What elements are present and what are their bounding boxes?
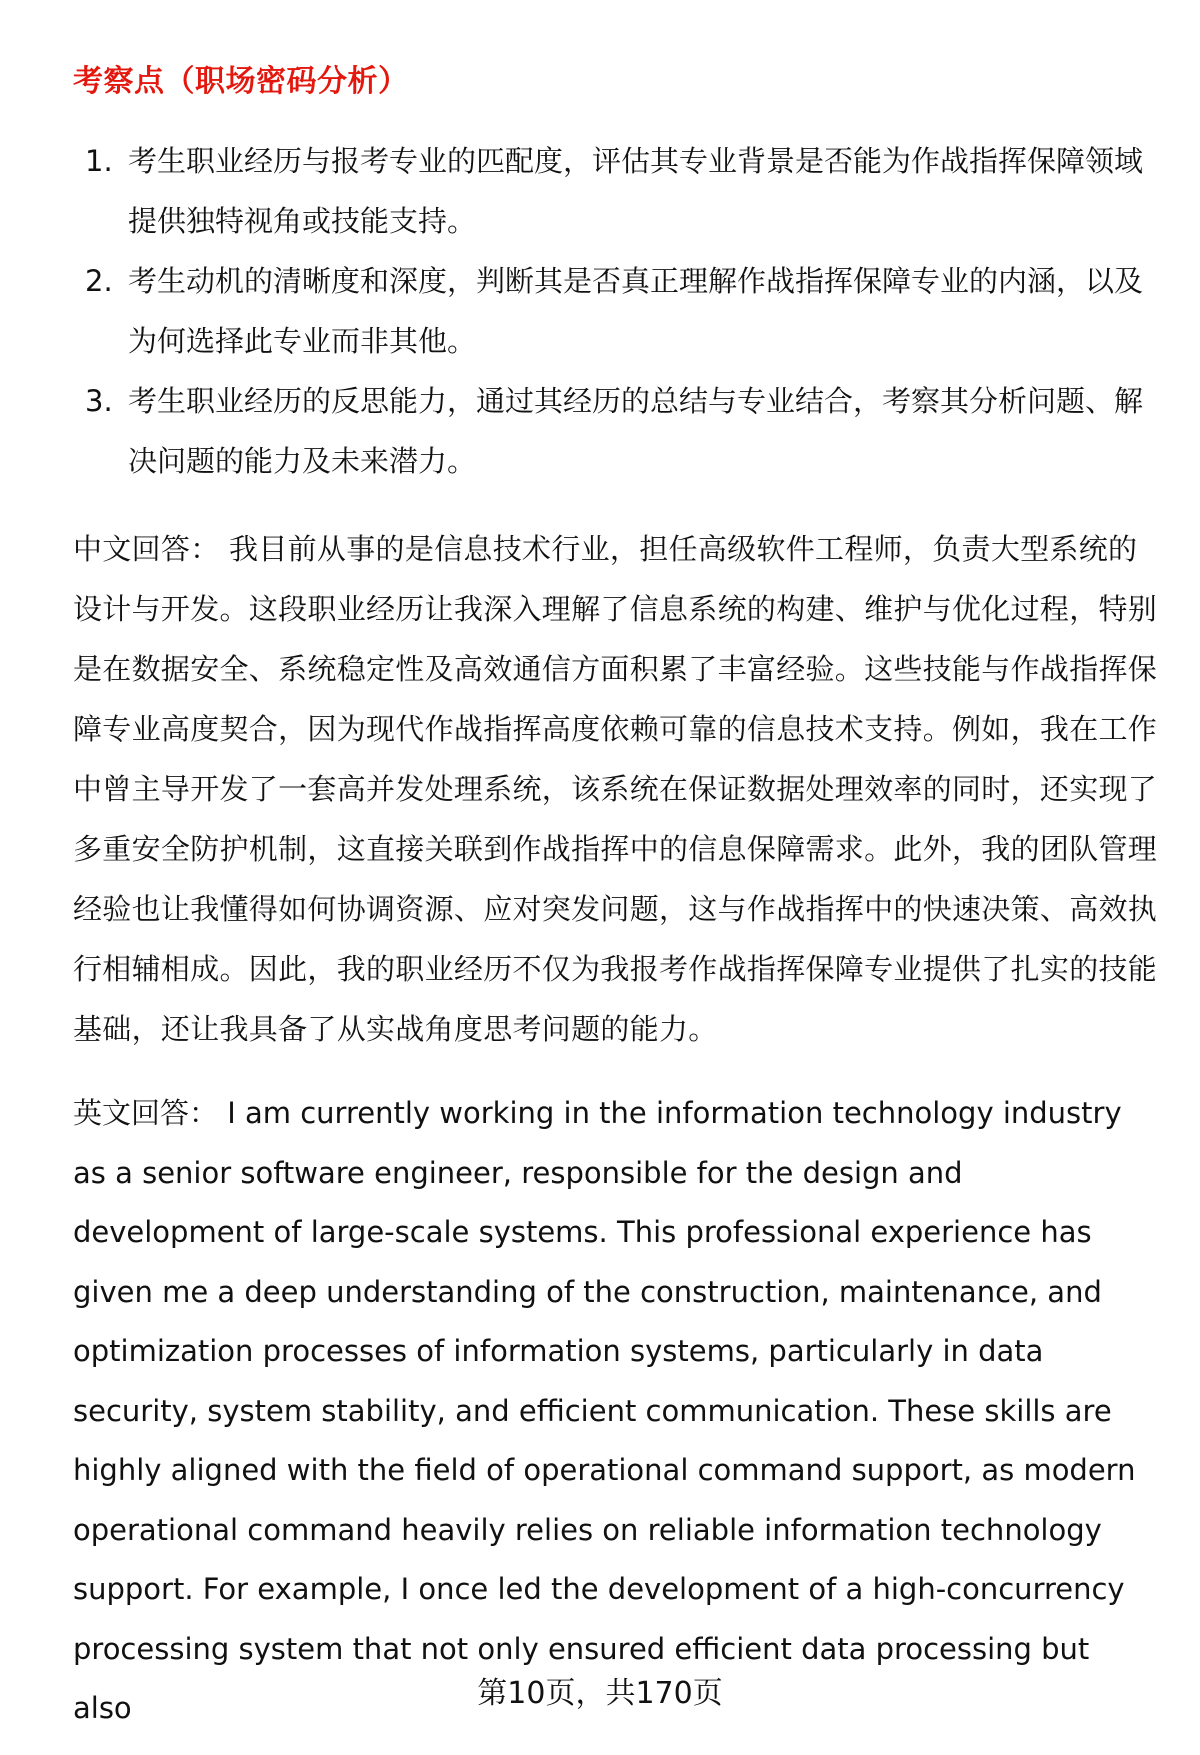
section-heading: 考察点（职场密码分析） [73,64,409,99]
chinese-answer-paragraph: 中文回答： 我目前从事的是信息技术行业，担任高级软件工程师，负责大型系统的设计与开发。这段职业经历让我深入理解了信息系统的构建、维护与优化过程，特别是在数据安全、系统稳定性及高效通信方面积累了丰富经验。这些技能与作战指挥保障专业高度契合，因为现代作战指挥高度依赖可靠的信息技术支持。例如，我在工作中曾主导开发了一套高并发处理系统，该系统在保证数据处理效率的同时，还实现了多重安全防护机制，这直接关联到作战指挥中的信息保障需求。此外，我的团队管理经验也让我懂得如何协调资源、应对突发问题，这与作战指挥中的快速决策、高效执行相辅相成。因此，我的职业经历不仅为我报考作战指挥保障专业提供了扎实的技能基础，还让我具备了从实战角度思考问题的能力。 [73,532,1158,1046]
list-item-number: 1. [85,144,113,178]
list-item [73,371,1153,491]
list-item-text: 考生动机的清晰度和深度，判断其是否真正理解作战指挥保障专业的内涵，以及为何选择此专业而非其他。 [128,264,1144,358]
page-number-footer: 第10页，共170页 [477,1676,723,1711]
list-item-number: 2. [85,264,113,298]
list-item-text: 考生职业经历的反思能力，通过其经历的总结与专业结合，考察其分析问题、解决问题的能力及未来潜力。 [128,384,1144,478]
examination-points-list [73,131,1153,491]
english-answer-paragraph: 英文回答： I am currently working in the information technology industry as a senior software engineer, responsible for the design and development of large-scale systems. This professional experience has given me a deep understanding of the construction, maintenance, and optimization processes of information systems, particularly in data security, system stability, and efficient communication. These skills are highly aligned with the field of operational command support, as modern operational command heavily relies on reliable information technology support. For example, I once led the development of a high-concurrency processing system that not only ensured efficient data processing but also [73,1096,1136,1725]
list-item-number: 3. [85,384,113,418]
list-item [73,251,1153,371]
list-item [73,131,1153,251]
list-item-text: 考生职业经历与报考专业的匹配度，评估其专业背景是否能为作战指挥保障领域提供独特视角或技能支持。 [128,144,1144,238]
